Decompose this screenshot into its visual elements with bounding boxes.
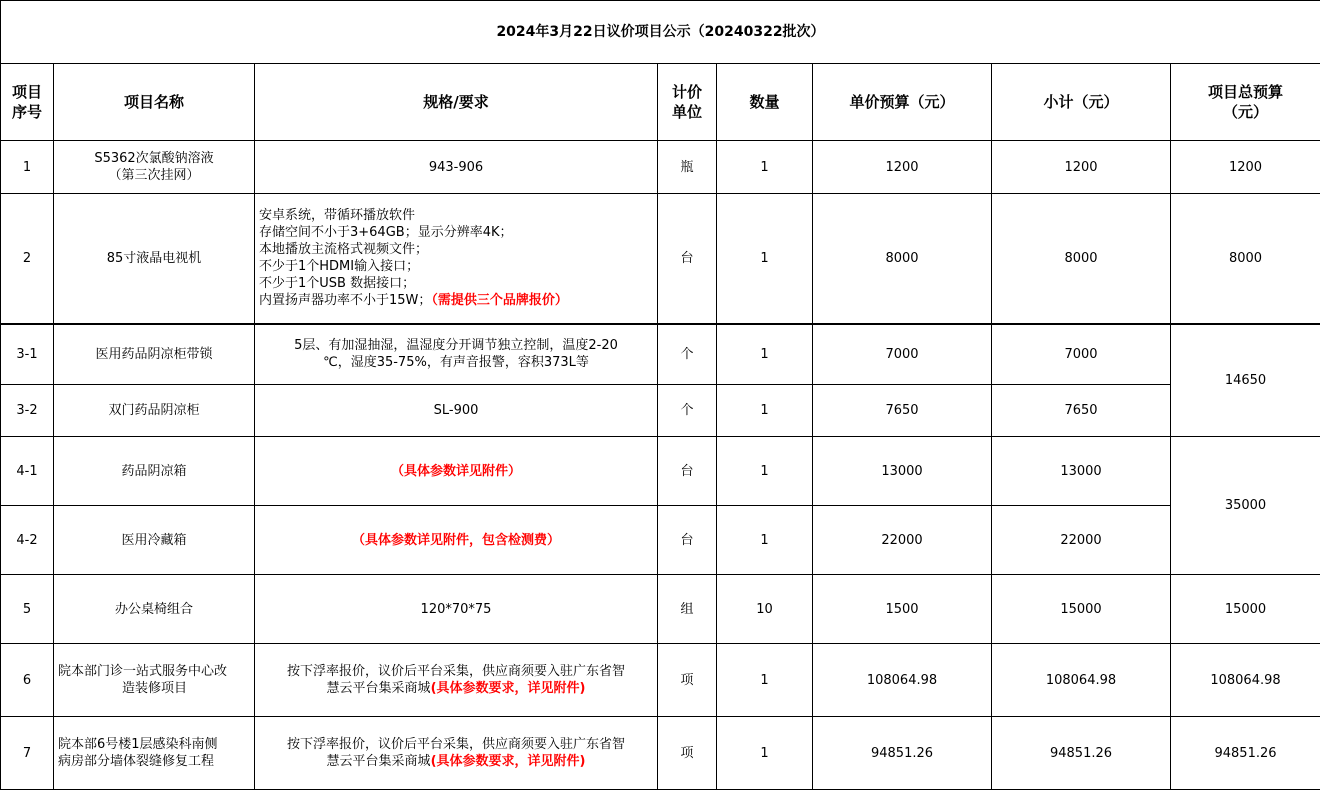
cell-unit-price: 22000 <box>813 506 992 575</box>
cell-unit-price: 7000 <box>813 324 992 385</box>
table-row <box>1 717 1320 790</box>
cell-subtotal: 94851.26 <box>992 717 1171 790</box>
cell-subtotal: 7000 <box>992 324 1171 385</box>
cell-name: 医用药品阴凉柜带锁 <box>54 324 255 385</box>
cell-name: 85寸液晶电视机 <box>54 194 255 324</box>
cell-name: 医用冷藏箱 <box>54 506 255 575</box>
cell-unit: 台 <box>658 437 717 506</box>
cell-qty: 1 <box>717 506 813 575</box>
spec-note: (具体参数要求，详见附件) <box>430 754 586 769</box>
cell-name: 双门药品阴凉柜 <box>54 385 255 437</box>
header-unit-price: 单价预算（元） <box>813 64 992 141</box>
cell-name: 院本部门诊一站式服务中心改 造装修项目 <box>54 644 255 717</box>
cell-unit-price: 108064.98 <box>813 644 992 717</box>
cell-name: 药品阴凉箱 <box>54 437 255 506</box>
cell-unit: 台 <box>658 194 717 324</box>
cell-seq: 3-1 <box>1 324 54 385</box>
cell-spec: 5层、有加湿抽湿，温湿度分开调节独立控制，温度2-20 ℃，湿度35-75%，有声音报警，容积373L等 <box>255 324 658 385</box>
table-row <box>1 194 1320 324</box>
cell-seq: 6 <box>1 644 54 717</box>
cell-qty: 10 <box>717 575 813 644</box>
cell-unit: 个 <box>658 385 717 437</box>
cell-unit-price: 1200 <box>813 141 992 194</box>
header-name: 项目名称 <box>54 64 255 141</box>
cell-spec <box>255 437 658 506</box>
page-title: 2024年3月22日议价项目公示（20240322批次） <box>1 1 1320 64</box>
cell-qty: 1 <box>717 194 813 324</box>
cell-seq: 2 <box>1 194 54 324</box>
header-row <box>1 64 1320 141</box>
cell-subtotal: 22000 <box>992 506 1171 575</box>
header-qty: 数量 <box>717 64 813 141</box>
cell-unit-price: 1500 <box>813 575 992 644</box>
spec-note: （需提供三个品牌报价） <box>431 293 568 309</box>
cell-unit: 瓶 <box>658 141 717 194</box>
header-unit: 计价 单位 <box>658 64 717 141</box>
spec-note: （具体参数详见附件，包含检测费） <box>351 532 560 548</box>
cell-total-merged: 35000 <box>1171 437 1320 575</box>
cell-unit-price: 94851.26 <box>813 717 992 790</box>
cell-subtotal: 1200 <box>992 141 1171 194</box>
cell-qty: 1 <box>717 385 813 437</box>
cell-total: 8000 <box>1171 194 1320 324</box>
cell-qty: 1 <box>717 141 813 194</box>
cell-subtotal: 108064.98 <box>992 644 1171 717</box>
cell-name: S5362次氯酸钠溶液 （第三次挂网） <box>54 141 255 194</box>
cell-subtotal: 8000 <box>992 194 1171 324</box>
cell-subtotal: 15000 <box>992 575 1171 644</box>
cell-name: 办公桌椅组合 <box>54 575 255 644</box>
cell-qty: 1 <box>717 644 813 717</box>
cell-subtotal: 7650 <box>992 385 1171 437</box>
cell-total: 1200 <box>1171 141 1320 194</box>
header-seq: 项目 序号 <box>1 64 54 141</box>
cell-spec <box>255 506 658 575</box>
cell-qty: 1 <box>717 717 813 790</box>
cell-total: 108064.98 <box>1171 644 1320 717</box>
header-subtotal: 小计（元） <box>992 64 1171 141</box>
table-row <box>1 644 1320 717</box>
cell-name: 院本部6号楼1层感染科南侧 病房部分墙体裂缝修复工程 <box>54 717 255 790</box>
cell-spec: SL-900 <box>255 385 658 437</box>
table-row <box>1 437 1320 506</box>
header-spec: 规格/要求 <box>255 64 658 141</box>
cell-qty: 1 <box>717 324 813 385</box>
cell-qty: 1 <box>717 437 813 506</box>
cell-spec: 943-906 <box>255 141 658 194</box>
cell-spec: 120*70*75 <box>255 575 658 644</box>
cell-unit: 组 <box>658 575 717 644</box>
cell-total-merged: 14650 <box>1171 324 1320 437</box>
cell-seq: 4-2 <box>1 506 54 575</box>
cell-seq: 7 <box>1 717 54 790</box>
cell-seq: 5 <box>1 575 54 644</box>
table-row <box>1 506 1320 575</box>
cell-total: 94851.26 <box>1171 717 1320 790</box>
cell-unit-price: 8000 <box>813 194 992 324</box>
cell-seq: 3-2 <box>1 385 54 437</box>
table-row <box>1 141 1320 194</box>
cell-total: 15000 <box>1171 575 1320 644</box>
header-total: 项目总预算 （元） <box>1171 64 1320 141</box>
cell-unit: 项 <box>658 717 717 790</box>
table-row <box>1 575 1320 644</box>
cell-unit-price: 13000 <box>813 437 992 506</box>
cell-spec: 按下浮率报价，议价后平台采集，供应商须要入驻广东省智 慧云平台集采商城(具体参数要求，详见附件) <box>255 644 658 717</box>
cell-unit-price: 7650 <box>813 385 992 437</box>
cell-unit: 台 <box>658 506 717 575</box>
table-row <box>1 324 1320 385</box>
spec-note: (具体参数要求，详见附件) <box>430 681 586 696</box>
table-row <box>1 385 1320 437</box>
cell-unit: 项 <box>658 644 717 717</box>
cell-unit: 个 <box>658 324 717 385</box>
cell-spec: 安卓系统，带循环播放软件 存储空间不小于3+64GB；显示分辨率4K； 本地播放主流格式视频文件； 不少于1个HDMI输入接口； 不少于1个USB 数据接口； 内置扬声器功率不小于15W；（需提供三个品牌报价） <box>255 194 658 324</box>
cell-seq: 4-1 <box>1 437 54 506</box>
cell-seq: 1 <box>1 141 54 194</box>
cell-subtotal: 13000 <box>992 437 1171 506</box>
spec-note: （具体参数详见附件） <box>390 463 521 479</box>
cell-spec: 按下浮率报价，议价后平台采集，供应商须要入驻广东省智 慧云平台集采商城(具体参数要求，详见附件) <box>255 717 658 790</box>
